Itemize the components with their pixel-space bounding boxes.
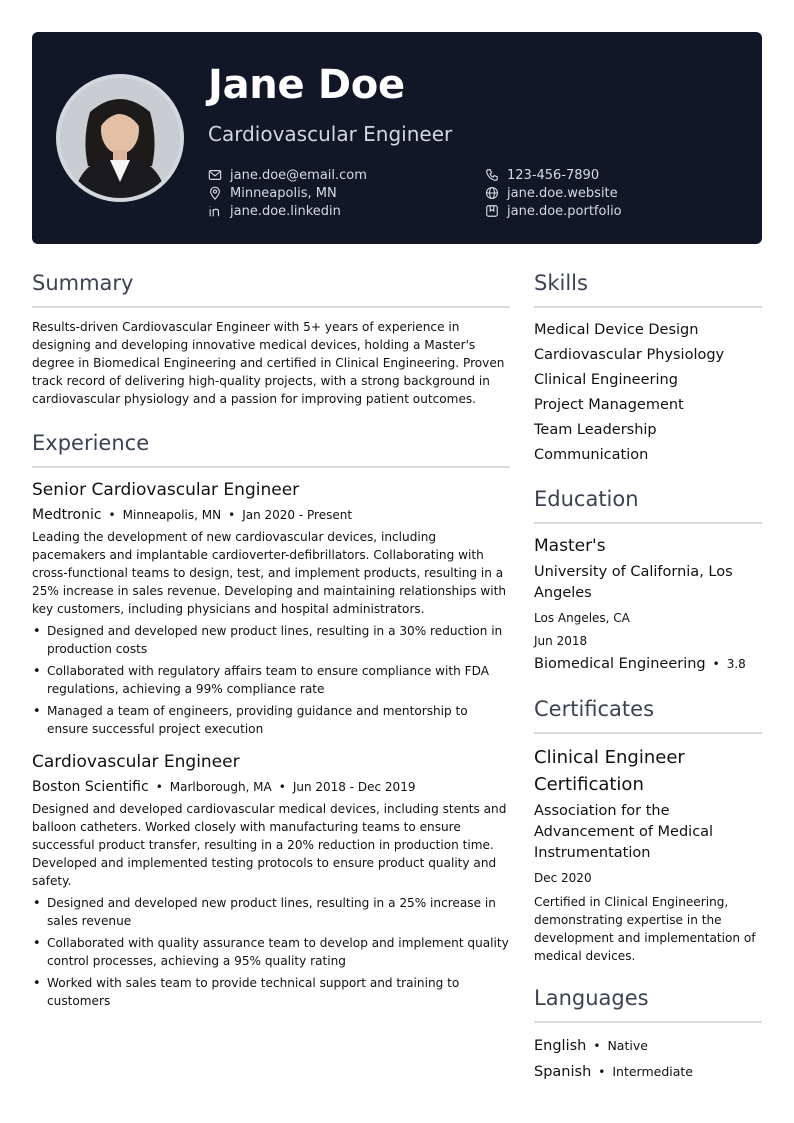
contact-location: [208, 184, 337, 202]
education-gpa: 3.8: [726, 657, 746, 671]
separator-dot: •: [155, 780, 163, 794]
contact-portfolio-text: jane.doe.portfolio: [507, 203, 622, 219]
skill-item: Clinical Engineering: [534, 372, 678, 388]
resume-header: [32, 32, 762, 244]
certificates-heading: Certificates: [534, 697, 655, 721]
job-entry: [32, 478, 510, 738]
languages-heading: Languages: [534, 986, 649, 1010]
skill-item: Cardiovascular Physiology: [534, 347, 725, 363]
language-item: [534, 1059, 762, 1085]
education-degree: Master's: [534, 536, 606, 556]
job-location: Minneapolis, MN: [122, 508, 222, 522]
summary-section: [32, 268, 510, 408]
job-entry: [32, 750, 510, 1010]
divider: [534, 732, 762, 734]
portfolio-icon: [485, 204, 499, 218]
education-section: [534, 484, 762, 672]
summary-heading: Summary: [32, 271, 134, 295]
list-item: • Collaborated with regulatory affairs team to ensure compliance with FDA regulations, achieving a 99% compliance rate: [32, 662, 510, 698]
contact-website[interactable]: [485, 184, 618, 202]
separator-dot: •: [712, 657, 720, 671]
job-description: Designed and developed cardiovascular medical devices, including stents and balloon catheters. Worked closely with manufacturing teams to ensure successful product transfer, resulting in a 20% reduction in production time. Developed and implemented testing protocols to ensure product quality and safety.: [32, 802, 507, 888]
profile-photo: [56, 74, 184, 202]
separator-dot: •: [108, 508, 116, 522]
map-pin-icon: [208, 186, 222, 200]
language-name: Spanish: [534, 1064, 592, 1080]
experience-heading: Experience: [32, 431, 150, 455]
contact-portfolio[interactable]: [485, 202, 622, 220]
job-dates: Jun 2018 - Dec 2019: [292, 780, 416, 794]
skill-item: Communication: [534, 447, 649, 463]
skill-item: Team Leadership: [534, 422, 657, 438]
contact-location-text: Minneapolis, MN: [230, 185, 337, 201]
separator-dot: •: [598, 1065, 606, 1079]
job-achievements: [32, 894, 510, 1010]
list-item: • Worked with sales team to provide technical support and training to customers: [32, 974, 510, 1010]
divider: [32, 466, 510, 468]
contact-phone[interactable]: [485, 166, 599, 184]
experience-section: [32, 428, 510, 1010]
candidate-title: Cardiovascular Engineer: [208, 122, 453, 146]
job-meta: [32, 777, 510, 797]
divider: [534, 522, 762, 524]
contact-linkedin[interactable]: [208, 202, 341, 220]
job-achievements: [32, 622, 510, 738]
language-level: Native: [607, 1038, 648, 1053]
education-heading: Education: [534, 487, 639, 511]
education-date: Jun 2018: [534, 634, 588, 648]
skill-item: Project Management: [534, 397, 684, 413]
languages-section: [534, 983, 762, 1085]
globe-icon: [485, 186, 499, 200]
skills-heading: Skills: [534, 271, 588, 295]
main-column: [32, 268, 510, 1014]
job-title: Cardiovascular Engineer: [32, 752, 240, 772]
phone-icon: [485, 168, 499, 182]
contact-email[interactable]: [208, 166, 367, 184]
education-location: Los Angeles, CA: [534, 611, 630, 625]
divider: [534, 306, 762, 308]
list-item: • Managed a team of engineers, providing guidance and mentorship to ensure successful project execution: [32, 702, 510, 738]
divider: [32, 306, 510, 308]
contact-website-text: jane.doe.website: [507, 185, 618, 201]
side-column: [534, 268, 762, 1085]
linkedin-icon: [208, 204, 222, 218]
job-dates: Jan 2020 - Present: [242, 508, 353, 522]
job-description: Leading the development of new cardiovascular devices, including pacemakers and implantable cardioverter-defibrillators. Collaborating with cross-functional teams to design, test, and implement products, resulting in a 25% increase in sales revenue. Developing and maintaining relationships with key customers, including physicians and hospital administrators.: [32, 530, 507, 616]
certificate-date: Dec 2020: [534, 871, 592, 885]
contact-phone-text: 123-456-7890: [507, 167, 600, 183]
language-level: Intermediate: [612, 1064, 693, 1079]
separator-dot: •: [228, 508, 236, 522]
language-item: [534, 1033, 762, 1059]
education-school: University of California, Los Angeles: [534, 564, 733, 601]
education-field: [534, 656, 762, 672]
separator-dot: •: [278, 780, 286, 794]
job-location: Marlborough, MA: [169, 780, 272, 794]
certificate-title: Clinical Engineer Certification: [534, 747, 685, 795]
mail-icon: [208, 168, 222, 182]
job-meta: [32, 505, 510, 525]
job-title: Senior Cardiovascular Engineer: [32, 480, 300, 500]
summary-text: Results-driven Cardiovascular Engineer with 5+ years of experience in designing and developing innovative medical devices, holding a Master's degree in Biomedical Engineering and certified in Clinical Engineering. Proven track record of delivering high-quality projects, with a strong background in cardiovascular physiology and a passion for improving patient outcomes.: [32, 320, 505, 406]
certificate-description: Certified in Clinical Engineering, demonstrating expertise in the development and implementation of medical devices.: [534, 895, 756, 963]
skills-section: [534, 268, 762, 468]
skill-item: Medical Device Design: [534, 322, 699, 338]
list-item: • Designed and developed new product lines, resulting in a 30% reduction in production costs: [32, 622, 510, 658]
certificates-section: [534, 694, 762, 965]
list-item: • Collaborated with quality assurance team to develop and implement quality control processes, achieving a 95% quality rating: [32, 934, 510, 970]
candidate-name: Jane Doe: [208, 62, 405, 108]
separator-dot: •: [593, 1039, 601, 1053]
certificate-issuer: Association for the Advancement of Medical Instrumentation: [534, 803, 714, 861]
contact-linkedin-text: jane.doe.linkedin: [230, 203, 341, 219]
language-name: English: [534, 1038, 587, 1054]
education-field-name: Biomedical Engineering: [534, 656, 706, 672]
list-item: • Designed and developed new product lines, resulting in a 25% increase in sales revenue: [32, 894, 510, 930]
job-company: Boston Scientific: [32, 779, 149, 795]
job-company: Medtronic: [32, 507, 102, 523]
divider: [534, 1021, 762, 1023]
contact-email-text: jane.doe@email.com: [230, 167, 367, 183]
